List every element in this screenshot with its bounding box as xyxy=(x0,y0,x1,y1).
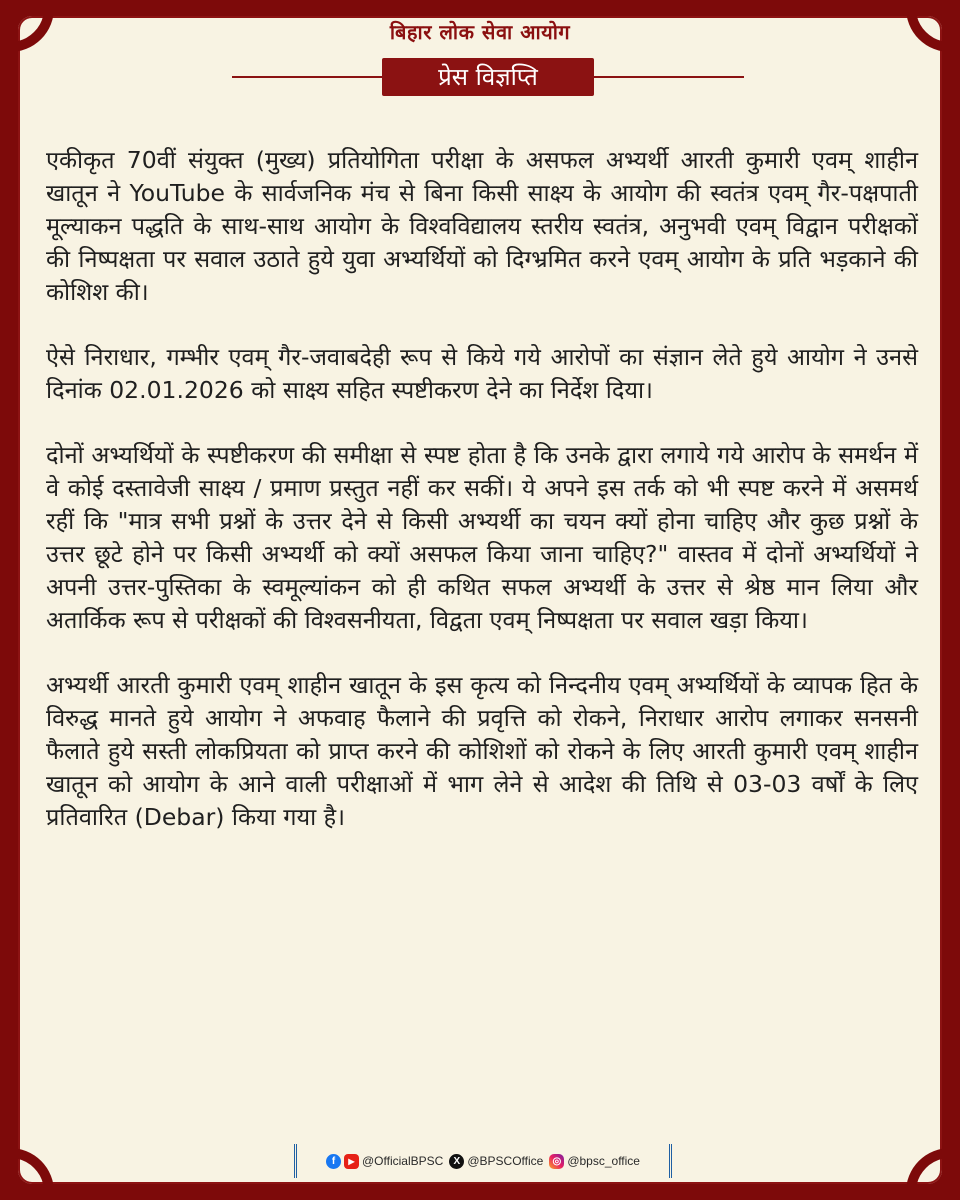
x-handle: @BPSCOffice xyxy=(467,1154,544,1168)
instagram-link[interactable] xyxy=(549,1154,640,1169)
organization-name: बिहार लोक सेवा आयोग xyxy=(389,20,571,44)
paragraph-1: एकीकृत 70वीं संयुक्त (मुख्य) प्रतियोगिता परीक्षा के असफल अभ्यर्थी आरती कुमारी एवम् शाहीन खातून ने YouTube के सार्वजनिक मंच से बिना किसी साक्ष्य के आयोग की स्वतंत्र एवम् गैर-पक्षपाती मूल्याकन पद्धति के साथ-साथ आयोग के विश्वविद्यालय स्तरीय स्वतंत्र, अनुभवी एवम् विद्वान परीक्षकों की निष्पक्षता पर सवाल उठाते हुये युवा अभ्यर्थियों को दिग्भ्रमित करने एवम् आयोग के प्रति भड़काने की कोशिश की। xyxy=(46,146,918,306)
paragraph-2: ऐसे निराधार, गम्भीर एवम् गैर-जवाबदेही रूप से किये गये आरोपों का संज्ञान लेते हुये आयोग ने उनसे दिनांक 02.01.2026 को साक्ष्य सहित स्पष्टीकरण देने का निर्देश दिया। xyxy=(46,343,918,404)
instagram-handle: @bpsc_office xyxy=(567,1154,640,1168)
paragraph-3: दोनों अभ्यर्थियों के स्पष्टीकरण की समीक्षा से स्पष्ट होता है कि उनके द्वारा लगाये गये आरोप के समर्थन में वे कोई दस्तावेजी साक्ष्य / प्रमाण प्रस्तुत नहीं कर सकीं। ये अपने इस तर्क को भी स्पष्ट करने में असमर्थ रहीं कि "मात्र सभी प्रश्नों के उत्तर देने से किसी अभ्यर्थी का चयन क्यों होना चाहिए और कुछ प्रश्नों के उत्तर छूटे होने पर किसी अभ्यर्थी को क्यों असफल किया जाना चाहिए?" वास्तव में दोनों अभ्यर्थियों ने अपनी उत्तर-पुस्तिका के स्वमूल्यांकन को ही कथित सफल अभ्यर्थी के उत्तर से श्रेष्ठ मान लिया और अतार्किक रूप से परीक्षकों की विश्वसनीयता, विद्वता एवम् निष्पक्षता पर सवाल खड़ा किया। xyxy=(46,441,918,634)
facebook-youtube-link[interactable] xyxy=(326,1154,443,1169)
paragraph-4: अभ्यर्थी आरती कुमारी एवम् शाहीन खातून के इस कृत्य को निन्दनीय एवम् अभ्यर्थियों के व्यापक हित के विरुद्ध मानते हुये आयोग ने अफवाह फैलाने की प्रवृत्ति को रोकने, निराधार आरोप लगाकर सनसनी फैलाते हुये सस्ती लोकप्रियता को प्राप्त करने की कोशिशों को रोकने के लिए आरती कुमारी एवम् शाहीन खातून को आयोग के आने वाली परीक्षाओं में भाग लेने से आदेश की तिथि से 03-03 वर्षों के लिए प्रतिवारित (Debar) किया गया है। xyxy=(46,671,918,831)
press-release-title: प्रेस विज्ञप्ति xyxy=(382,58,594,96)
header xyxy=(18,16,942,104)
x-icon: X xyxy=(449,1154,464,1169)
x-link[interactable] xyxy=(449,1154,543,1169)
facebook-youtube-handle: @OfficialBPSC xyxy=(362,1154,444,1168)
facebook-icon: f xyxy=(326,1154,341,1169)
instagram-icon: ◎ xyxy=(549,1154,564,1169)
corner-ornament xyxy=(906,1148,942,1184)
press-release-page xyxy=(18,16,942,1184)
press-release-body xyxy=(46,144,918,866)
social-footer xyxy=(294,1144,672,1178)
youtube-icon: ▶ xyxy=(344,1154,359,1169)
corner-ornament xyxy=(18,1148,54,1184)
